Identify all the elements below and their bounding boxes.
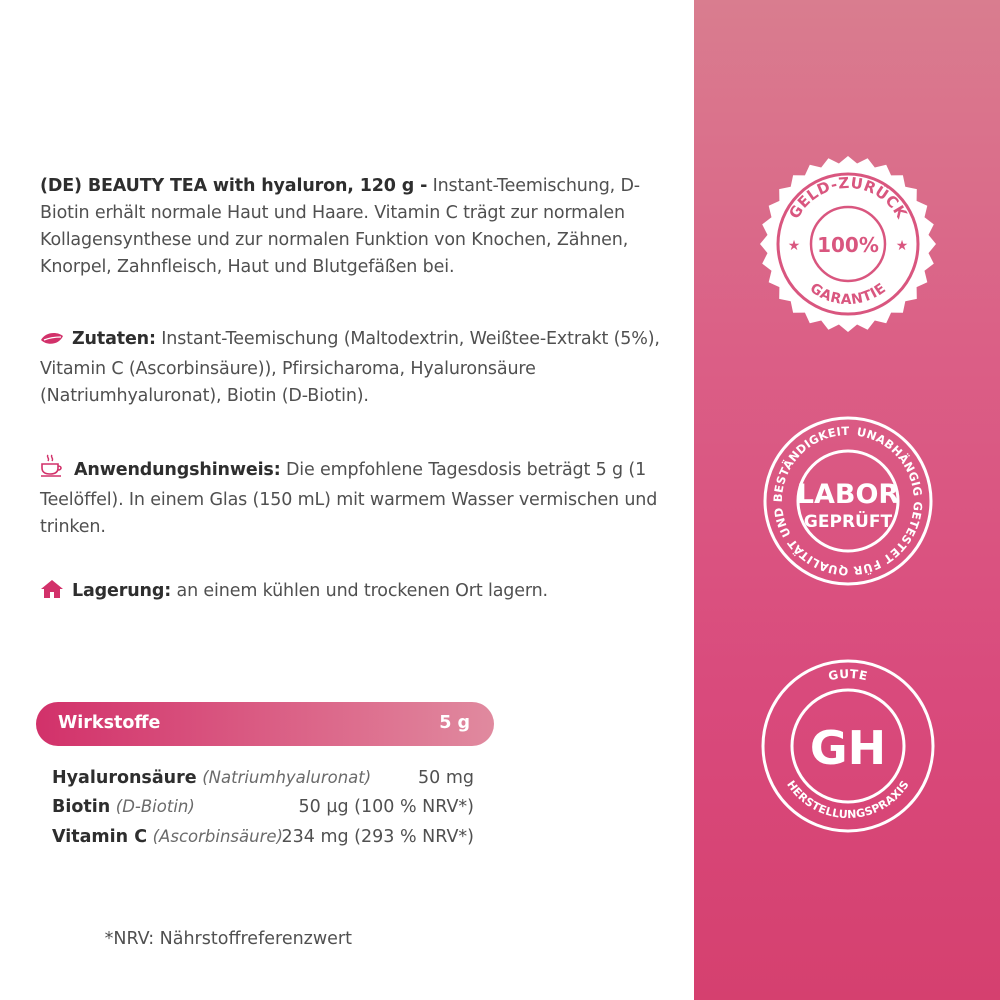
table-row xyxy=(52,827,474,855)
ingredients-section xyxy=(40,326,660,410)
gmp-top-text: GUTE xyxy=(826,666,870,684)
table-row xyxy=(52,768,474,796)
storage-section xyxy=(40,578,660,608)
ingredient-detail: (D-Biotin) xyxy=(115,797,195,816)
ingredient-value: 50 mg xyxy=(418,768,474,788)
lab-line1: LABOR xyxy=(796,479,900,510)
product-title: (DE) BEAUTY TEA with hyaluron, 120 g - xyxy=(40,176,428,196)
guarantee-bottom-text: GARANTIE xyxy=(806,280,890,309)
header-label: Wirkstoffe xyxy=(58,713,161,733)
lab-ring-text: UNABHÄNGIG GETESTET FÜR QUALITÄT UND BESTÄNDIGKEIT xyxy=(770,423,926,579)
ingredient-detail: (Ascorbinsäure) xyxy=(152,827,283,846)
teacup-icon xyxy=(40,454,66,487)
lab-line2: GEPRÜFT xyxy=(803,512,893,532)
nrv-footnote: *NRV: Nährstoffreferenzwert xyxy=(104,929,352,949)
product-description-text: Instant-Teemischung, D-Biotin erhält normale Haut und Haare. Vitamin C trägt zur normalen Kollagensynthese und zur normalen Funktion von Knochen, Zähnen, Knorpel, Zahnfleisch, Haut und Blutgefäßen bei. xyxy=(40,176,640,277)
lab-tested-badge xyxy=(758,411,938,591)
usage-section xyxy=(40,454,660,541)
guarantee-center-text: 100% xyxy=(817,233,879,257)
table-row xyxy=(52,797,474,825)
home-icon xyxy=(40,579,64,608)
badge-sidebar xyxy=(694,0,1000,1000)
leaf-icon xyxy=(40,329,64,356)
svg-text:GUTE xyxy=(827,667,869,684)
gmp-center-text: GH xyxy=(809,721,887,775)
active-ingredients-header xyxy=(36,702,494,746)
usage-text: Die empfohlene Tagesdosis beträgt 5 g (1 Teelöffel). In einem Glas (150 mL) mit warmem Wasser vermischen und trinken. xyxy=(40,460,658,537)
ingredients-label: Zutaten: xyxy=(72,329,156,349)
star-icon: ★ xyxy=(787,238,801,254)
ingredient-name: Biotin xyxy=(52,797,111,817)
gmp-badge xyxy=(758,656,938,836)
star-icon: ★ xyxy=(895,238,909,254)
storage-label: Lagerung: xyxy=(72,581,172,601)
storage-text: an einem kühlen und trockenen Ort lagern. xyxy=(171,581,548,601)
gmp-bottom-text: HERSTELLUNGSPRAXIS xyxy=(784,778,912,822)
ingredient-name: Vitamin C xyxy=(52,827,148,847)
ingredient-value: 234 mg (293 % NRV*) xyxy=(281,827,474,847)
svg-text:HERSTELLUNGSPRAXIS xyxy=(784,778,912,821)
ingredient-detail: (Natriumhyaluronat) xyxy=(202,768,372,787)
money-back-guarantee-badge xyxy=(758,154,938,334)
usage-label: Anwendungshinweis: xyxy=(74,460,281,480)
guarantee-top-text: GELD-ZURÜCK xyxy=(785,173,911,222)
ingredient-name: Hyaluronsäure xyxy=(52,768,197,788)
ingredient-value: 50 µg (100 % NRV*) xyxy=(298,797,474,817)
header-amount: 5 g xyxy=(439,713,470,733)
ingredients-text: Instant-Teemischung (Maltodextrin, Weißtee-Extrakt (5%), Vitamin C (Ascorbinsäure)), Pfirsicharoma, Hyaluronsäure (Natriumhyaluronat), Biotin (D-Biotin). xyxy=(40,329,660,406)
product-description xyxy=(40,173,660,281)
